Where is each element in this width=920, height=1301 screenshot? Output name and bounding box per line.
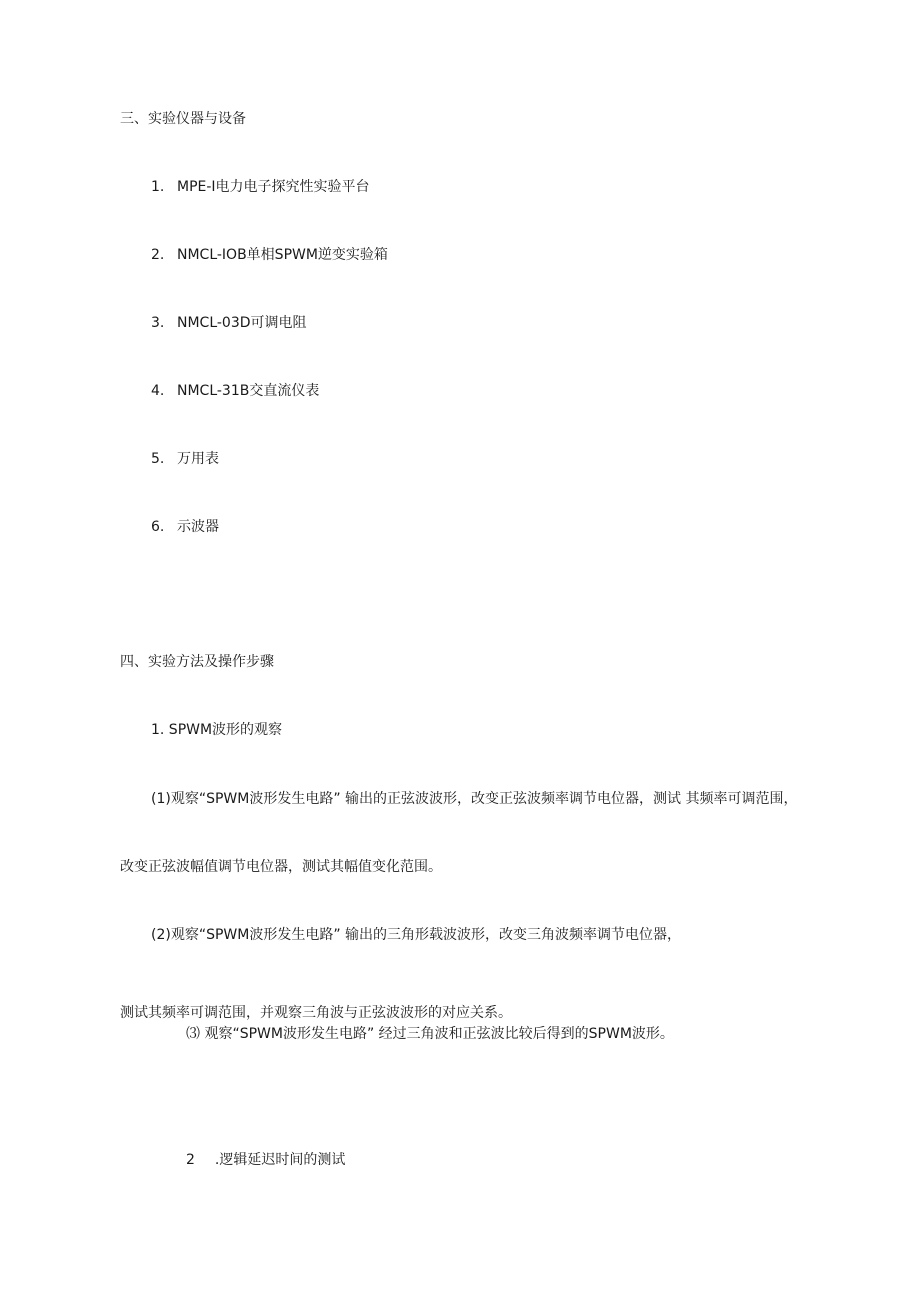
item-text: 示波器	[177, 519, 219, 535]
item-number: 6.	[151, 519, 165, 535]
item-text: NMCL-IOB单相SPWM逆变实验箱	[177, 247, 388, 263]
item-number: 2.	[151, 247, 165, 263]
item-text: NMCL-03D可调电阻	[177, 315, 307, 331]
item-text: 万用表	[177, 451, 219, 467]
item-number: 3.	[151, 315, 165, 331]
subsection-2-title	[186, 1150, 345, 1170]
paragraph-2-line-1: (2)观察“SPWM波形发生电路” 输出的三角形载波波形，改变三角波频率调节电位器，	[151, 927, 682, 943]
section-4-heading: 四、实验方法及操作步骤	[120, 654, 274, 670]
subsection-title-text: .逻辑延迟时间的测试	[214, 1152, 346, 1168]
equipment-item-3	[151, 313, 307, 333]
equipment-item-1	[151, 177, 370, 197]
paragraph-1-line-2: 改变正弦波幅值调节电位器，测试其幅值变化范围。	[120, 859, 442, 875]
paragraph-2-line-2: 测试其频率可调范围，并观察三角波与正弦波波形的对应关系。	[120, 1005, 512, 1021]
item-text: MPE-I电力电子探究性实验平台	[177, 179, 370, 195]
paragraph-3: ⑶ 观察“SPWM波形发生电路” 经过三角波和正弦波比较后得到的SPWM波形。	[186, 1026, 674, 1042]
item-number: 5.	[151, 451, 165, 467]
item-number: 1.	[151, 179, 165, 195]
equipment-item-5	[151, 449, 219, 469]
equipment-item-2	[151, 245, 388, 265]
item-text: NMCL-31B交直流仪表	[177, 383, 320, 399]
equipment-item-6	[151, 517, 219, 537]
equipment-item-4	[151, 381, 319, 401]
paragraph-1-line-1: (1)观察“SPWM波形发生电路” 输出的正弦波波形，改变正弦波频率调节电位器，测试 其频率可调范围，	[151, 791, 798, 807]
item-number: 4.	[151, 383, 165, 399]
subsection-number: 2	[186, 1152, 195, 1168]
subsection-1-title: 1. SPWM波形的观察	[151, 722, 283, 738]
section-3-heading: 三、实验仪器与设备	[120, 111, 246, 127]
